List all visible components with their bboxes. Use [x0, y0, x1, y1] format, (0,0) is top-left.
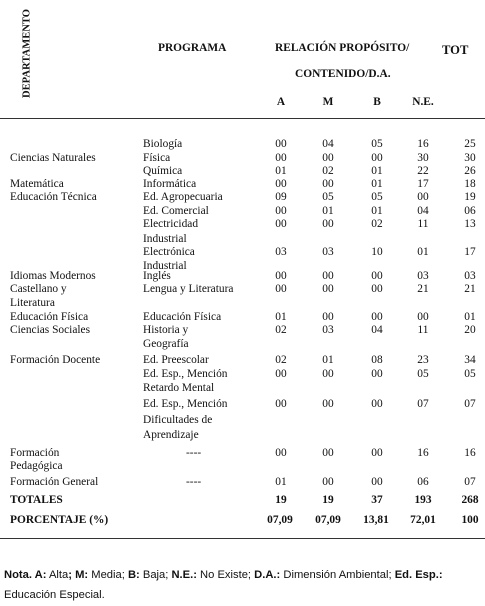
cell-b: 00 — [371, 476, 383, 488]
tot-header: TOT — [442, 43, 469, 57]
cell-m: 00 — [322, 178, 334, 190]
cell-b: 00 — [371, 283, 383, 295]
cell-m: 02 — [322, 165, 334, 177]
cell-b: 08 — [371, 354, 383, 366]
program-label: Electrónica — [143, 246, 195, 258]
program-label: Ed. Preescolar — [143, 354, 209, 366]
cell-tot: 25 — [464, 138, 476, 150]
cell-a: 01 — [275, 165, 287, 177]
cell-m: 01 — [322, 205, 334, 217]
cell-tot: 07 — [464, 398, 476, 410]
cell-b: 01 — [371, 165, 383, 177]
cell-ne: 04 — [417, 205, 429, 217]
cell-a: 00 — [275, 398, 287, 410]
cell-a: 00 — [275, 368, 287, 380]
porcentaje-tot: 100 — [461, 514, 479, 526]
totales-m: 19 — [322, 494, 334, 506]
department-label: Literatura — [10, 297, 55, 309]
cell-ne: 30 — [417, 152, 429, 164]
totales-label: TOTALES — [10, 494, 63, 506]
program-label: Industrial — [143, 233, 187, 245]
cell-b: 05 — [371, 138, 383, 150]
cell-b: 05 — [371, 191, 383, 203]
cell-b: 00 — [371, 270, 383, 282]
cell-tot: 07 — [464, 476, 476, 488]
header-rule — [0, 118, 485, 119]
cell-m: 00 — [322, 152, 334, 164]
program-label: Ed. Comercial — [143, 205, 209, 217]
department-label: Pedagógica — [10, 460, 63, 472]
cell-a: 09 — [275, 191, 287, 203]
cell-ne: 22 — [417, 165, 429, 177]
porcentaje-label: PORCENTAJE (%) — [10, 514, 109, 526]
department-label: Idiomas Modernos — [10, 270, 96, 282]
porcentaje-b: 13,81 — [363, 514, 389, 526]
cell-ne: 06 — [417, 476, 429, 488]
cell-b: 01 — [371, 205, 383, 217]
totales-tot: 268 — [461, 494, 479, 506]
cell-ne: 21 — [417, 283, 429, 295]
program-label: Aprendizaje — [143, 429, 199, 441]
department-label: Matemática — [10, 178, 64, 190]
cell-ne: 00 — [417, 191, 429, 203]
cell-m: 04 — [322, 138, 334, 150]
cell-b: 10 — [371, 246, 383, 258]
cell-a: 02 — [275, 324, 287, 336]
cell-b: 00 — [371, 152, 383, 164]
cell-tot: 19 — [464, 191, 476, 203]
col-a-header: A — [276, 96, 286, 108]
relacion-header-line2: CONTENIDO/D.A. — [295, 68, 391, 80]
cell-ne: 01 — [417, 246, 429, 258]
cell-m: 00 — [322, 368, 334, 380]
cell-a: 00 — [275, 138, 287, 150]
cell-b: 01 — [371, 178, 383, 190]
cell-tot: 21 — [464, 283, 476, 295]
cell-a: 00 — [275, 447, 287, 459]
cell-b: 00 — [371, 311, 383, 323]
relacion-header-line1: RELACIÓN PROPÓSITO/ — [275, 42, 410, 54]
department-label: Educación Física — [10, 311, 89, 323]
cell-ne: 11 — [417, 324, 429, 336]
cell-m: 01 — [322, 354, 334, 366]
cell-tot: 01 — [464, 311, 476, 323]
department-label: Educación Técnica — [10, 191, 97, 203]
program-label: Geografía — [143, 338, 189, 350]
cell-tot: 20 — [464, 324, 476, 336]
cell-m: 03 — [322, 246, 334, 258]
cell-a: 00 — [275, 205, 287, 217]
cell-ne: 17 — [417, 178, 429, 190]
cell-ne: 03 — [417, 270, 429, 282]
col-b-header: B — [373, 96, 381, 108]
cell-a: 01 — [275, 476, 287, 488]
departamento-label: DEPARTAMENTO — [21, 8, 33, 99]
cell-tot: 06 — [464, 205, 476, 217]
cell-ne: 00 — [417, 311, 429, 323]
cell-a: 00 — [275, 218, 287, 230]
cell-m: 00 — [322, 398, 334, 410]
cell-tot: 26 — [464, 165, 476, 177]
program-label: Retardo Mental — [143, 382, 215, 394]
cell-b: 00 — [371, 398, 383, 410]
cell-ne: 16 — [417, 138, 429, 150]
cell-ne: 16 — [417, 447, 429, 459]
cell-m: 00 — [322, 447, 334, 459]
cell-ne: 05 — [417, 368, 429, 380]
cell-tot: 03 — [464, 270, 476, 282]
program-label: Dificultades de — [143, 414, 213, 426]
cell-ne: 23 — [417, 354, 429, 366]
programa-header: PROGRAMA — [158, 42, 227, 54]
cell-a: 01 — [275, 311, 287, 323]
cell-b: 00 — [371, 447, 383, 459]
cell-b: 04 — [371, 324, 383, 336]
cell-b: 02 — [371, 218, 383, 230]
footer-rule — [0, 538, 485, 539]
cell-tot: 18 — [464, 178, 476, 190]
cell-tot: 34 — [464, 354, 476, 366]
cell-a: 00 — [275, 270, 287, 282]
cell-a: 00 — [275, 283, 287, 295]
program-label: Biología — [143, 138, 183, 150]
cell-m: 03 — [322, 324, 334, 336]
program-label: Industrial — [143, 260, 187, 272]
program-label: Lengua y Literatura — [143, 283, 234, 295]
cell-tot: 13 — [464, 218, 476, 230]
department-label: Ciencias Naturales — [10, 152, 96, 164]
porcentaje-m: 07,09 — [315, 514, 341, 526]
department-label: Ciencias Sociales — [10, 324, 91, 336]
porcentaje-ne: 72,01 — [410, 514, 436, 526]
program-label: Ed. Agropecuaria — [143, 191, 223, 203]
totales-b: 37 — [371, 494, 383, 506]
cell-m: 00 — [322, 311, 334, 323]
cell-ne: 11 — [417, 218, 429, 230]
cell-m: 00 — [322, 283, 334, 295]
porcentaje-a: 07,09 — [267, 514, 293, 526]
program-label: Física — [143, 152, 171, 164]
program-label: Ed. Esp., Mención — [143, 398, 228, 410]
totales-a: 19 — [275, 494, 287, 506]
cell-a: 00 — [275, 152, 287, 164]
program-label: Informática — [143, 178, 197, 190]
col-ne-header: N.E. — [412, 96, 434, 108]
program-label: Educación Física — [143, 311, 222, 323]
program-label: Historia y — [143, 324, 189, 336]
cell-ne: 07 — [417, 398, 429, 410]
cell-b: 00 — [371, 368, 383, 380]
cell-a: 02 — [275, 354, 287, 366]
table-note: Nota. A: Alta; M: Media; B: Baja; N.E.: No Existe; D.A.: Dimensión Ambiental; Ed. Esp.: Educación Especial. — [4, 569, 443, 601]
cell-tot: 05 — [464, 368, 476, 380]
program-label: ---- — [186, 447, 202, 459]
cell-tot: 16 — [464, 447, 476, 459]
col-m-header: M — [322, 96, 334, 108]
department-label: Formación General — [10, 476, 99, 488]
program-label: Inglés — [143, 270, 171, 282]
cell-m: 00 — [322, 270, 334, 282]
cell-a: 03 — [275, 246, 287, 258]
department-label: Castellano y — [10, 283, 67, 295]
totales-ne: 193 — [414, 494, 432, 506]
departamento-header — [12, 2, 42, 108]
cell-tot: 17 — [464, 246, 476, 258]
cell-a: 00 — [275, 178, 287, 190]
cell-m: 00 — [322, 218, 334, 230]
cell-tot: 30 — [464, 152, 476, 164]
department-label: Formación — [10, 447, 60, 459]
program-label: ---- — [186, 476, 202, 488]
program-label: Química — [143, 165, 183, 177]
cell-m: 00 — [322, 476, 334, 488]
cell-m: 05 — [322, 191, 334, 203]
program-label: Electricidad — [143, 218, 199, 230]
program-label: Ed. Esp., Mención — [143, 368, 228, 380]
department-label: Formación Docente — [10, 354, 101, 366]
